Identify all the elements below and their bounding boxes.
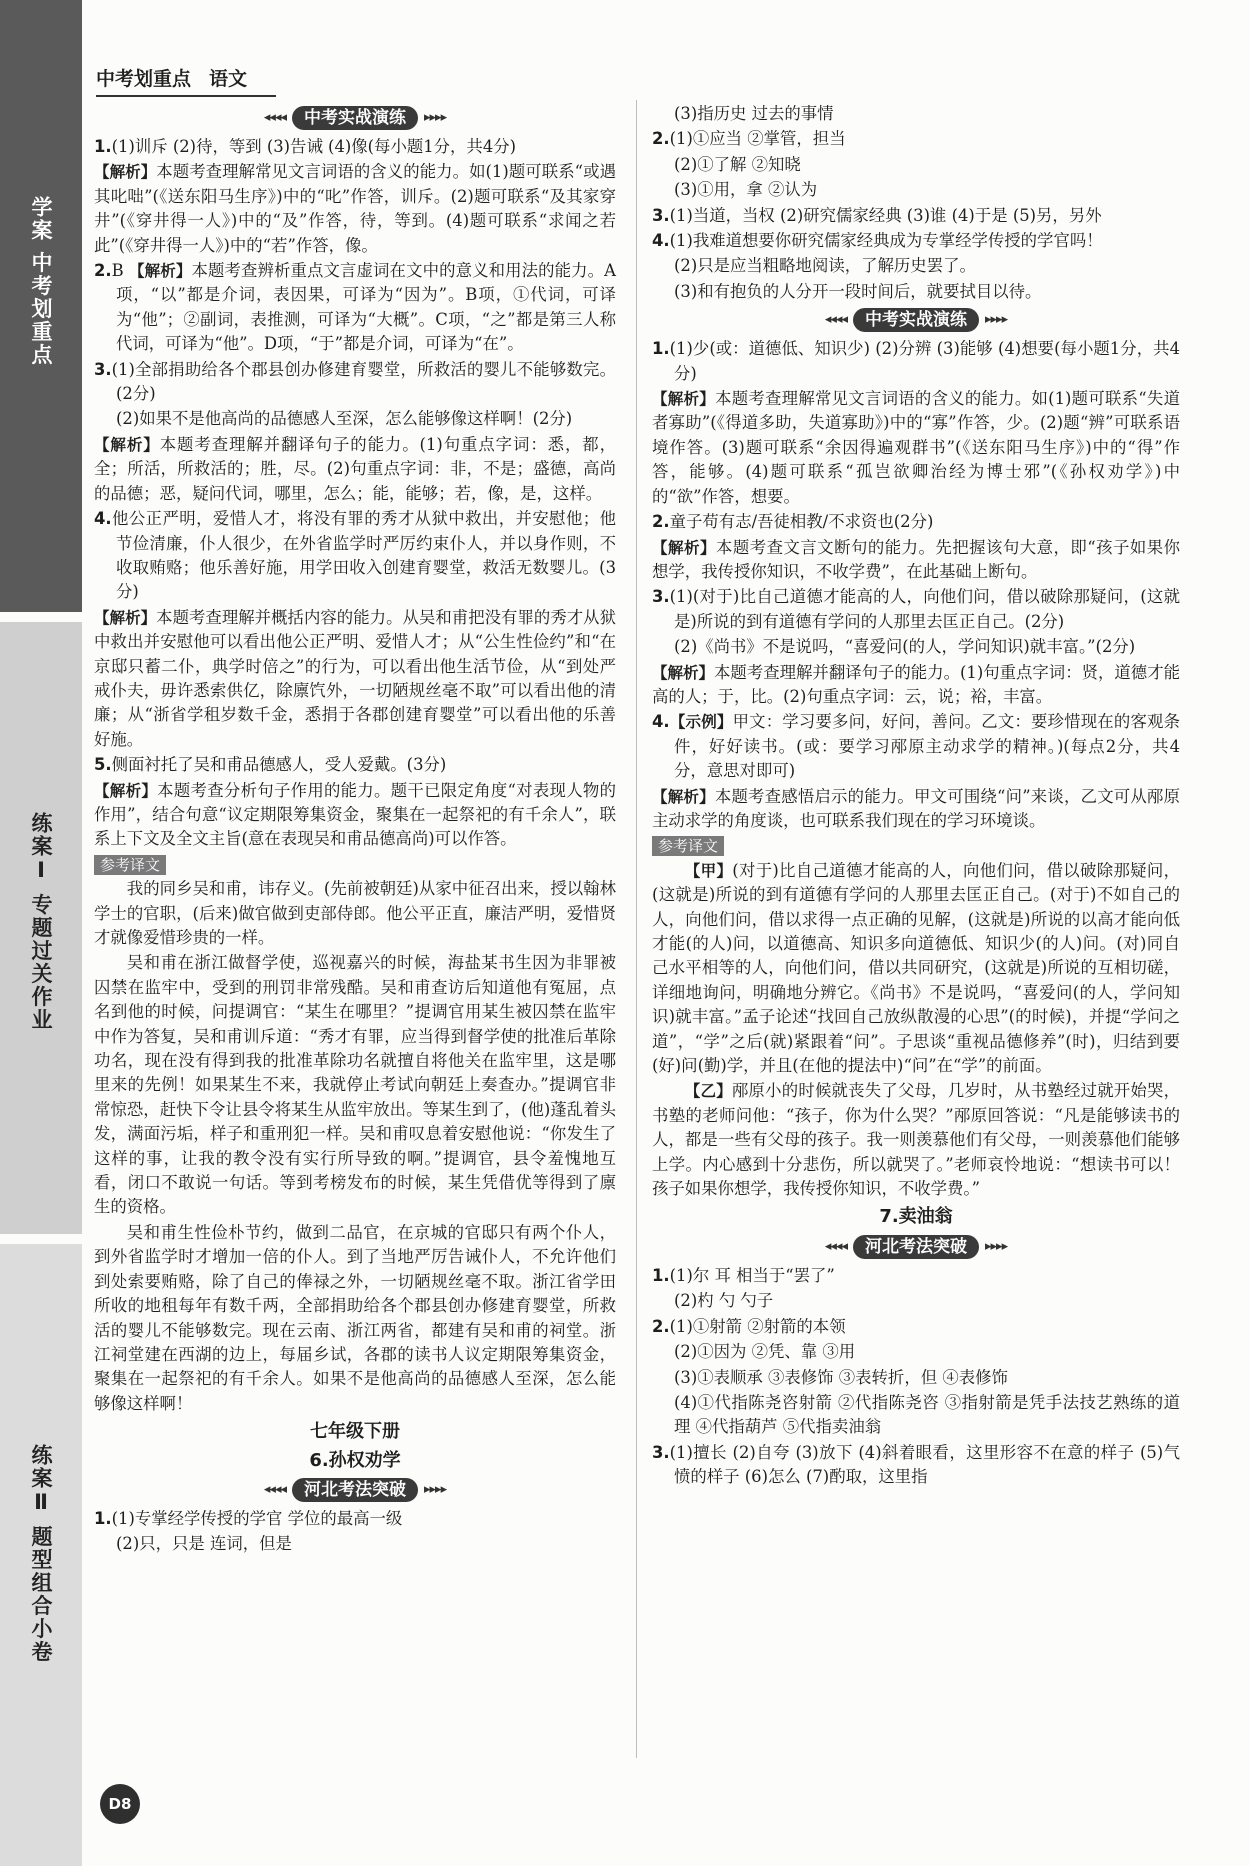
answer-item: 4.他公正严明，爱惜人才，将没有罪的秀才从狱中救出，并安慰他；他节俭清廉，仆人很少，在外省监学时严厉约束仆人，并以身作则，不收取贿赂；他乐善好施，用学田收入创建育婴堂，救活无数婴儿。(3分) (94, 509, 616, 602)
answer-subline: (2)只是应当粗略地阅读，了解历史罢了。 (674, 256, 976, 276)
translation-tag: 参考译文 (652, 836, 724, 856)
analysis: 【解析】本题考查感悟启示的能力。甲文可围绕“问”来谈，乙文可从邴原主动求学的角度谈，也可联系我们现在的学习环境谈。 (652, 786, 1180, 830)
answer-subline: (2)杓 勺 勺子 (674, 1291, 774, 1311)
answer-subline: (3)①表顺承 ③表修饰 ③表转折，但 ④表修饰 (674, 1367, 1008, 1387)
translation-paragraph: 我的同乡吴和甫，讳存义。(先前被朝廷)从家中征召出来，授以翰林学士的官职，(后来)做官做到吏部侍郎。他公平正直，廉洁严明，爱惜贤才就像爱惜珍贵的一样。 (94, 879, 616, 947)
answer-item: 1.(1)少(或：道德低、知识少) (2)分辨 (3)能够 (4)想要(每小题1分，共4分) (652, 339, 1180, 383)
subject-title: 语文 (209, 68, 248, 90)
answer-item: 2.童子苟有志/吾徒相教/不求资也(2分) (652, 512, 934, 532)
banner-arrow-right-icon: ▸▸▸▸ (424, 1481, 447, 1497)
analysis: 【解析】本题考查文言文断句的能力。先把握该句大意，即“孩子如果你想学，我传授你知识，不收学费”，在此基础上断句。 (652, 537, 1180, 581)
answer-item: 3.(1)全部捐助给各个郡县创办修建育婴堂，所救活的婴儿不能够数完。(2分) (94, 359, 616, 404)
translation-paragraph: 【乙】邴原小的时候就丧失了父母，几岁时，从书塾经过就开始哭，书塾的老师问他：“孩子，你为什么哭？”邴原回答说：“凡是能够读书的人，都是一些有父母的孩子。我一则羡慕他们有父母，一则羡慕他们能够上学。内心感到十分悲伤，所以就哭了。”老师哀怜地说：“想读书可以！孩子如果你想学，我传授你知识，不收学费。” (652, 1081, 1180, 1199)
answer-subline: (2)如果不是他高尚的品德感人至深，怎么能够像这样啊！(2分) (116, 409, 573, 429)
column-divider (636, 100, 637, 1758)
right-column (652, 102, 1180, 1491)
side-tab-practice-1[interactable] (0, 622, 82, 1234)
analysis: 【解析】本题考查理解常见文言词语的含义的能力。如(1)题可联系“或遇其叱咄”(《送东阳马生序》)中的“叱”作答，训斥。(2)题可联系“及其家穿井”(《穿井得一人》)中的“及”作答，待，等到。(4)题可联系“求闻之若此”(《穿井得一人》)中的“若”作答，像。 (94, 162, 616, 255)
answer-item: 3.(1)(对于)比自己道德才能高的人，向他们问，借以破除那疑问，(这就是)所说的到有道德有学问的人那里去匡正自己。(2分) (652, 587, 1180, 631)
answer-subline: (3)指历史 过去的事情 (674, 104, 834, 123)
banner-arrow-left-icon: ◂◂◂◂ (824, 1238, 847, 1254)
banner-title: 中考实战演练 (853, 308, 979, 332)
analysis: 【解析】本题考查分析句子作用的能力。题干已限定角度“对表现人物的作用”，结合句意“议定期限筹集资金，聚集在一起祭祀的有千余人”，联系上下文及全文主旨(意在表现吴和甫品德高尚)可以作答。 (94, 780, 616, 849)
banner-arrow-right-icon: ▸▸▸▸ (985, 1238, 1008, 1254)
side-tab-study[interactable] (0, 0, 82, 612)
banner-arrow-right-icon: ▸▸▸▸ (985, 312, 1008, 328)
answer-item: 3.(1)擅长 (2)自夸 (3)放下 (4)斜着眼看，这里形容不在意的样子 (5)气愤的样子 (6)怎么 (7)酌取，这里指 (652, 1442, 1180, 1487)
analysis: 【解析】本题考查理解并翻译句子的能力。(1)句重点字词：贤，道德才能高的人；于，比。(2)句重点字词：云，说；裕，丰富。 (652, 662, 1180, 706)
answer-subline: (2)《尚书》不是说吗，“喜爱问(的人，学问知识)就丰富。”(2分) (674, 637, 1136, 657)
page-number-badge: D8 (100, 1784, 140, 1824)
answer-item: 3.(1)当道，当权 (2)研究儒家经典 (3)谁 (4)于是 (5)另，另外 (652, 205, 1102, 225)
answer-item: 2.(1)①射箭 ②射箭的本领 (652, 1316, 846, 1336)
side-tab-label: 练案Ⅱ 题型组合小卷 (29, 1444, 53, 1664)
answer-subline: (3)和有抱负的人分开一段时间后，就要拭目以待。 (674, 281, 1042, 301)
translation-tag: 参考译文 (94, 855, 166, 875)
answer-item: 1.(1)训斥 (2)待，等到 (3)告诫 (4)像(每小题1分，共4分) (94, 137, 517, 156)
section-banner (652, 1234, 1180, 1260)
section-banner (94, 105, 616, 131)
banner-arrow-left-icon: ◂◂◂◂ (263, 109, 286, 125)
answer-subline: (2)①因为 ②凭、靠 ③用 (674, 1342, 856, 1362)
banner-arrow-left-icon: ◂◂◂◂ (263, 1481, 286, 1497)
answer-item: 4.(1)我难道想要你研究儒家经典成为专掌经学传授的学官吗！ (652, 231, 1103, 251)
analysis: 【解析】本题考查理解并概括内容的能力。从吴和甫把没有罪的秀才从狱中救出并安慰他可以看出他公正严明、爱惜人才；从“公生性俭约”和“在京邸只蓄二仆，典学时倍之”的行为，可以看出他生活节俭，从“到处严戒仆夫，毋许悉索供亿，除廪饩外，一切陋规丝毫不取”可以看出他的清廉；从“浙省学租岁数千金，悉捐于各郡创建育婴堂”可以看出他的乐善好施。 (94, 607, 616, 749)
answer-subline: (2)只，只是 连词，但是 (116, 1534, 292, 1554)
answer-item: 4.【示例】甲文：学习要多问，好问，善问。乙文：要珍惜现在的客观条件，好好读书。(或：要学习邴原主动求学的精神。)(每点2分，共4分，意思对即可) (652, 712, 1180, 781)
answer-item: 1.(1)尔 耳 相当于“罢了” (652, 1265, 835, 1285)
side-tab-label: 学案 中考划重点 (29, 196, 53, 367)
grade-title: 七年级下册 (310, 1421, 400, 1443)
translation-paragraph: 【甲】(对于)比自己道德才能高的人，向他们问，借以破除那疑问，(这就是)所说的到有道德有学问的人那里去匡正自己。(对于)不如自己的人，向他们问，借以求得一点正确的见解，(这就是)所说的以高才能向低才能(的人)问，以道德高、知识多向道德低、知识少(的人)问。(对)同自己水平相等的人，向他们问，借以共同研究，(这就是)所说的互相切磋，详细地询问，明确地分辨它。《尚书》不是说吗，“喜爱问(的人，学问知识)就丰富。”孟子论述“找回自己放纵散漫的心思”(的时候)，并提“学问之道”，“学”之后(就)紧跟着“问”。子思谈“重视品德修养”(时)，归结到要(好)问(勤)学，并且(在他的提法中)“问”在“学”的前面。 (652, 860, 1180, 1076)
answer-subline: (2)①了解 ②知晓 (674, 154, 801, 174)
answer-subline: (3)①用，拿 ②认为 (674, 180, 818, 200)
book-title: 中考划重点 (96, 68, 192, 90)
lesson-title: 7.卖油翁 (879, 1206, 953, 1228)
answer-item: 5.侧面衬托了吴和甫品德感人，受人爱戴。(3分) (94, 755, 447, 775)
banner-title: 河北考法突破 (853, 1235, 979, 1259)
translation-paragraph: 吴和甫生性俭朴节约，做到二品官，在京城的官邸只有两个仆人，到外省监学时才增加一倍的仆人。到了当地严厉告诫仆人，不允许他们到处索要贿赂，除了自己的俸禄之外，一切陋规丝毫不取。浙江省学田所收的地租每年有数千两，全部捐助给各个郡县创办修建育婴堂，所救活的婴儿不能够数完。现在云南、浙江两省，都建有吴和甫的祠堂。浙江祠堂建在西湖的边上，每届乡试，各郡的读书人议定期限筹集资金，聚集在一起祭祀的有千余人。如果不是他高尚的品德感人至深，怎么能够像这样啊！ (94, 1222, 616, 1413)
analysis: 【解析】本题考查理解并翻译句子的能力。(1)句重点字词：悉，都，全；所活，所救活的；胜，尽。(2)句重点字词：非，不是；盛德，高尚的品德；恶，疑问代词，哪里，怎么；能，能够；若，像，是，这样。 (94, 434, 616, 503)
answer-subline: (4)①代指陈尧咨射箭 ②代指陈尧咨 ③指射箭是凭手法技艺熟练的道理 ④代指葫芦 ⑤代指卖油翁 (674, 1392, 1180, 1437)
answer-item: 1.(1)专掌经学传授的学官 学位的最高一级 (94, 1508, 403, 1528)
translation-paragraph: 吴和甫在浙江做督学使，巡视嘉兴的时候，海盐某书生因为非罪被囚禁在监牢中，受到的刑罚非常残酷。吴和甫查访后知道他有冤屈，点名到他的时候，问提调官：“某生在哪里？”提调官用某生被囚禁在监牢中作为答复，吴和甫训斥道：“秀才有罪，应当得到督学使的批准后革除功名，现在没有得到我的批准革除功名就擅自将他关在监牢里，这是哪里来的先例！如果某生不来，我就停止考试向朝廷上奏查办。”提调官非常惊恐，赶快下令让县令将某生从监牢放出。等某生到了，(他)蓬乱着头发，满面污垢，样子和重刑犯一样。吴和甫叹息着安慰他说：“你发生了这样的事，让我的教令没有实行所导致的啊。”提调官，县令羞愧地互看，闭口不敢说一句话。等到考榜发布的时候，某生凭借优等得到了廪生的资格。 (94, 953, 616, 1217)
left-column (94, 102, 616, 1558)
page-header (96, 64, 276, 97)
banner-title: 河北考法突破 (292, 1478, 418, 1502)
analysis: 【解析】本题考查理解常见文言词语的含义的能力。如(1)题可联系“失道者寡助”(《得道多助，失道寡助》)中的“寡”作答，少。(2)题“辨”可联系语境作答。(3)题可联系“余因得遍观群书”(《送东阳马生序》)中的“得”作答，能够。(4)题可联系“孤岂欲卿治经为博士邪”(《孙权劝学》)中的“欲”作答，想要。 (652, 389, 1180, 506)
side-tab-label: 练案Ⅰ 专题过关作业 (29, 812, 53, 1032)
answer-item: 2.(1)①应当 ②掌管，担当 (652, 129, 846, 149)
banner-title: 中考实战演练 (292, 106, 418, 130)
side-tab-practice-2[interactable] (0, 1244, 82, 1866)
banner-arrow-left-icon: ◂◂◂◂ (824, 312, 847, 328)
lesson-title: 6.孙权劝学 (309, 1449, 401, 1471)
section-banner (94, 1477, 616, 1503)
banner-arrow-right-icon: ▸▸▸▸ (424, 109, 447, 125)
section-banner (652, 307, 1180, 333)
answer-item: 2.B 【解析】本题考查辨析重点文言虚词在文中的意义和用法的能力。A项，“以”都是介词，表因果，可译为“因为”。B项，①代词，可译为“他”；②副词，表推测，可译为“大概”。C项，“之”都是第三人称代词，可译为“他”。D项，“于”都是介词，可译为“在”。 (94, 261, 616, 354)
